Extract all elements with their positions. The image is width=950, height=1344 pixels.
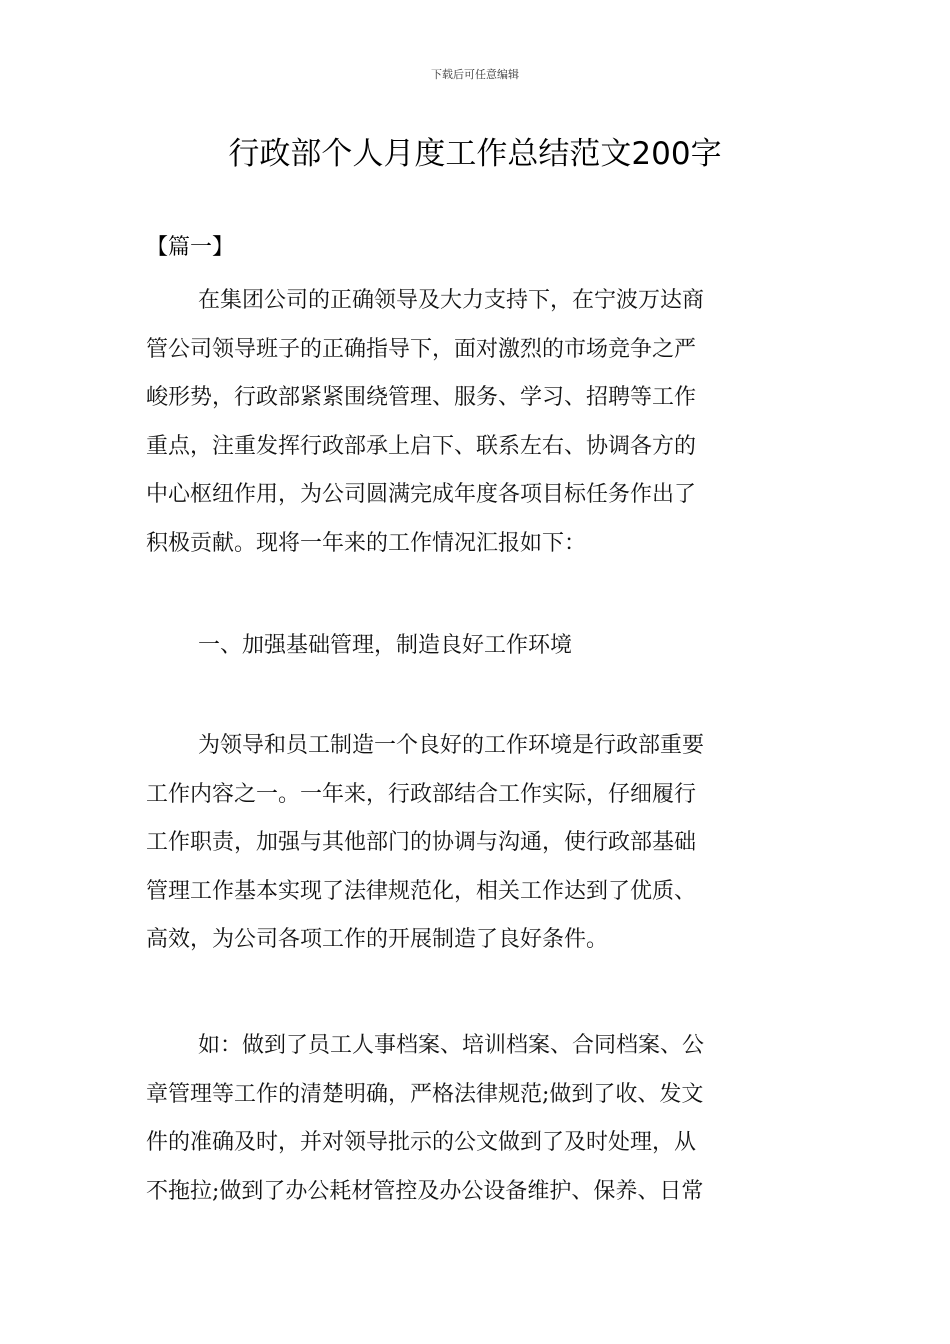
paragraph-line: 件的准确及时，并对领导批示的公文做到了及时处理，从 xyxy=(146,1130,697,1155)
paragraph-line: 积极贡献。现将一年来的工作情况汇报如下： xyxy=(146,530,587,556)
paragraph-3 xyxy=(146,1022,808,1216)
header-note: 下载后可任意编辑 xyxy=(431,68,519,81)
paragraph-line: 管理工作基本实现了法律规范化，相关工作达到了优质、 xyxy=(146,878,697,904)
paragraph-line: 为领导和员工制造一个良好的工作环境是行政部重要 xyxy=(198,733,705,758)
paragraph-line: 管公司领导班子的正确指导下，面对激烈的市场竞争之严 xyxy=(146,336,697,362)
page-title: 行政部个人月度工作总结范文200字 xyxy=(228,136,722,172)
paragraph-line: 不拖拉;做到了办公耗材管控及办公设备维护、保养、日常 xyxy=(146,1178,704,1204)
paragraph-line: 中心枢纽作用，为公司圆满完成年度各项目标任务作出了 xyxy=(146,482,697,507)
section-heading-text: 一、加强基础管理，制造良好工作环境 xyxy=(198,633,573,658)
paragraph-line: 峻形势，行政部紧紧围绕管理、服务、学习、招聘等工作 xyxy=(146,385,697,410)
paragraph-line: 章管理等工作的清楚明确，严格法律规范;做到了收、发文 xyxy=(146,1081,704,1107)
paragraph-line: 工作职责，加强与其他部门的协调与沟通，使行政部基础 xyxy=(146,830,697,855)
section-label: 【篇一】 xyxy=(146,235,235,260)
paragraph-2 xyxy=(146,722,808,965)
paragraph-line: 重点，注重发挥行政部承上启下、联系左右、协调各方的 xyxy=(146,433,697,459)
paragraph-line: 如：做到了员工人事档案、培训档案、合同档案、公 xyxy=(198,1033,705,1058)
paragraph-line: 高效，为公司各项工作的开展制造了良好条件。 xyxy=(146,927,609,952)
paragraph-1 xyxy=(146,277,808,568)
paragraph-line: 工作内容之一。一年来，行政部结合工作实际，仔细履行 xyxy=(146,781,697,807)
paragraph-line: 在集团公司的正确领导及大力支持下，在宁波万达商 xyxy=(198,288,705,313)
section-heading xyxy=(146,622,808,671)
